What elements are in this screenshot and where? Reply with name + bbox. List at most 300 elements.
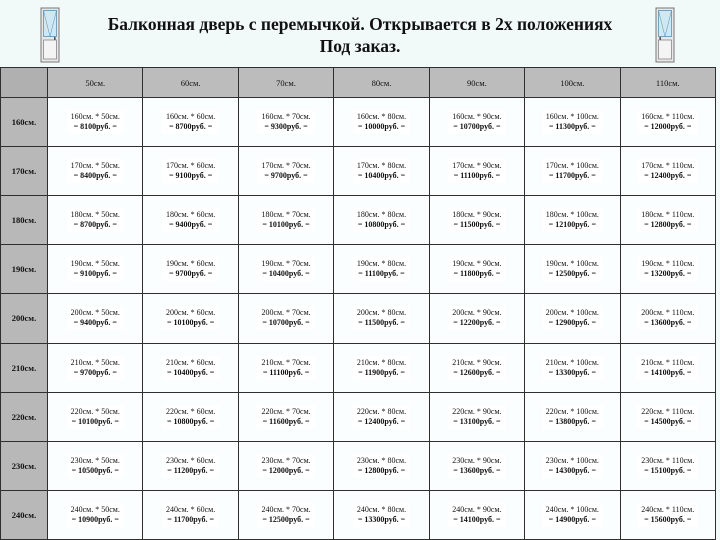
equals-sign: = bbox=[357, 171, 363, 181]
table-row bbox=[1, 196, 716, 245]
equals-sign: = bbox=[496, 367, 501, 377]
equals-sign: = bbox=[166, 318, 172, 328]
price-cell bbox=[620, 196, 715, 245]
price-value: 9100руб. bbox=[80, 269, 111, 279]
price-cell-content bbox=[637, 454, 698, 478]
price-cell bbox=[525, 294, 620, 343]
price-cell-content bbox=[448, 306, 505, 330]
price-cell bbox=[620, 98, 715, 147]
cell-price-line bbox=[357, 122, 406, 132]
price-cell-content bbox=[257, 306, 314, 330]
price-cell-content bbox=[637, 257, 698, 281]
equals-sign: = bbox=[167, 514, 172, 524]
cell-dimensions: 240см. * 90см. bbox=[452, 504, 502, 514]
cell-dimensions: 170см. * 100см. bbox=[545, 161, 599, 171]
price-cell-content bbox=[257, 159, 314, 183]
equals-sign: = bbox=[357, 122, 363, 132]
price-cell-content bbox=[162, 356, 219, 380]
page-header bbox=[0, 0, 720, 66]
equals-sign: = bbox=[262, 269, 267, 279]
price-cell-content bbox=[542, 405, 603, 429]
equals-sign: = bbox=[168, 269, 174, 279]
equals-sign: = bbox=[453, 220, 458, 230]
cell-price-line bbox=[641, 269, 694, 279]
equals-sign: = bbox=[591, 465, 596, 475]
cell-price-line bbox=[546, 171, 599, 181]
price-cell-content bbox=[67, 110, 124, 134]
cell-price-line bbox=[71, 122, 120, 132]
cell-dimensions: 220см. * 50см. bbox=[70, 406, 120, 416]
equals-sign: = bbox=[207, 269, 213, 279]
cell-dimensions: 190см. * 110см. bbox=[641, 259, 695, 269]
equals-sign: = bbox=[686, 465, 692, 475]
equals-sign: = bbox=[644, 171, 649, 181]
price-cell-content bbox=[448, 257, 505, 281]
row-header: 210см. bbox=[1, 343, 48, 392]
price-cell bbox=[334, 490, 429, 539]
cell-price-line bbox=[261, 515, 310, 525]
price-value: 11300руб. bbox=[555, 122, 590, 132]
price-cell bbox=[238, 490, 333, 539]
title-line-1: Балконная дверь с перемычкой. Открывается в 2х положениях bbox=[107, 14, 613, 34]
price-cell bbox=[143, 98, 238, 147]
price-cell bbox=[334, 392, 429, 441]
cell-dimensions: 190см. * 80см. bbox=[356, 259, 407, 269]
cell-dimensions: 230см. * 110см. bbox=[641, 455, 695, 465]
price-cell-content bbox=[542, 159, 603, 183]
cell-dimensions: 180см. * 50см. bbox=[70, 210, 120, 220]
price-cell bbox=[143, 441, 238, 490]
equals-sign: = bbox=[400, 514, 406, 524]
equals-sign: = bbox=[495, 269, 501, 279]
cell-dimensions: 200см. * 110см. bbox=[641, 308, 695, 318]
equals-sign: = bbox=[548, 220, 554, 230]
cell-price-line bbox=[166, 466, 215, 476]
equals-sign: = bbox=[400, 220, 406, 230]
price-cell-content bbox=[353, 110, 410, 134]
price-cell-content bbox=[353, 503, 410, 527]
price-value: 11100руб. bbox=[460, 171, 494, 181]
equals-sign: = bbox=[453, 269, 458, 279]
equals-sign: = bbox=[686, 367, 692, 377]
cell-price-line bbox=[641, 466, 694, 476]
equals-sign: = bbox=[73, 171, 79, 181]
cell-price-line bbox=[452, 417, 501, 427]
price-cell-content bbox=[67, 257, 124, 281]
price-cell-content bbox=[257, 208, 314, 232]
cell-price-line bbox=[641, 368, 694, 378]
price-cell-content bbox=[542, 306, 603, 330]
cell-dimensions: 180см. * 90см. bbox=[452, 210, 502, 220]
cell-price-line bbox=[546, 368, 599, 378]
price-cell bbox=[238, 147, 333, 196]
price-cell-content bbox=[67, 208, 124, 232]
equals-sign: = bbox=[112, 220, 117, 230]
column-header: 100см. bbox=[525, 68, 620, 98]
price-cell-content bbox=[67, 159, 124, 183]
cell-price-line bbox=[261, 122, 310, 132]
equals-sign: = bbox=[357, 416, 363, 426]
price-value: 10400руб. bbox=[268, 269, 304, 279]
price-cell-content bbox=[162, 159, 219, 183]
table-row bbox=[1, 245, 716, 294]
price-value: 9700руб. bbox=[175, 269, 206, 279]
price-cell bbox=[143, 245, 238, 294]
price-cell bbox=[525, 245, 620, 294]
price-cell bbox=[238, 294, 333, 343]
equals-sign: = bbox=[548, 318, 554, 328]
equals-sign: = bbox=[591, 367, 596, 377]
cell-dimensions: 200см. * 90см. bbox=[452, 308, 502, 318]
cell-price-line bbox=[357, 417, 406, 427]
title-line-2: Под заказ. bbox=[319, 36, 401, 56]
cell-dimensions: 170см. * 50см. bbox=[70, 161, 120, 171]
equals-sign: = bbox=[71, 416, 77, 426]
price-cell bbox=[238, 343, 333, 392]
equals-sign: = bbox=[400, 269, 405, 279]
price-cell bbox=[143, 490, 238, 539]
cell-price-line bbox=[452, 122, 501, 132]
price-value: 11500руб. bbox=[460, 220, 494, 230]
price-cell bbox=[143, 392, 238, 441]
table-row bbox=[1, 294, 716, 343]
row-header: 180см. bbox=[1, 196, 48, 245]
cell-dimensions: 210см. * 110см. bbox=[641, 357, 695, 367]
cell-price-line bbox=[641, 318, 694, 328]
equals-sign: = bbox=[262, 416, 268, 426]
price-cell bbox=[143, 196, 238, 245]
price-value: 14100руб. bbox=[650, 367, 685, 377]
price-cell bbox=[620, 294, 715, 343]
cell-price-line bbox=[546, 417, 599, 427]
price-cell bbox=[429, 490, 524, 539]
cell-dimensions: 210см. * 60см. bbox=[166, 357, 216, 367]
price-cell bbox=[143, 294, 238, 343]
equals-sign: = bbox=[591, 171, 596, 181]
cell-dimensions: 200см. * 100см. bbox=[545, 308, 599, 318]
cell-dimensions: 180см. * 70см. bbox=[261, 210, 311, 220]
cell-dimensions: 240см. * 80см. bbox=[356, 504, 407, 514]
price-value: 13300руб. bbox=[364, 514, 399, 524]
equals-sign: = bbox=[112, 122, 117, 132]
equals-sign: = bbox=[73, 220, 79, 230]
equals-sign: = bbox=[357, 514, 363, 524]
equals-sign: = bbox=[591, 416, 596, 426]
equals-sign: = bbox=[207, 220, 213, 230]
equals-sign: = bbox=[262, 514, 267, 524]
cell-dimensions: 230см. * 100см. bbox=[545, 455, 599, 465]
price-cell bbox=[525, 196, 620, 245]
cell-price-line bbox=[71, 417, 120, 427]
equals-sign: = bbox=[209, 465, 215, 475]
cell-dimensions: 230см. * 60см. bbox=[166, 455, 216, 465]
price-value: 11700руб. bbox=[555, 171, 590, 181]
equals-sign: = bbox=[303, 122, 308, 132]
price-value: 12500руб. bbox=[268, 514, 304, 524]
cell-dimensions: 160см. * 90см. bbox=[452, 112, 502, 122]
table-row bbox=[1, 490, 716, 539]
cell-price-line bbox=[641, 515, 694, 525]
price-cell-content bbox=[162, 405, 219, 429]
cell-dimensions: 190см. * 100см. bbox=[545, 259, 599, 269]
price-value: 12900руб. bbox=[555, 318, 590, 328]
cell-dimensions: 170см. * 90см. bbox=[452, 161, 502, 171]
equals-sign: = bbox=[305, 269, 310, 279]
equals-sign: = bbox=[112, 269, 117, 279]
price-value: 10700руб. bbox=[268, 318, 304, 328]
cell-dimensions: 210см. * 50см. bbox=[70, 357, 120, 367]
price-cell-content bbox=[162, 208, 219, 232]
cell-price-line bbox=[261, 171, 310, 181]
price-value: 9100руб. bbox=[175, 171, 206, 181]
price-cell-content bbox=[542, 208, 603, 232]
price-cell-content bbox=[637, 208, 698, 232]
price-cell-content bbox=[637, 405, 698, 429]
price-cell bbox=[143, 343, 238, 392]
price-cell bbox=[429, 343, 524, 392]
equals-sign: = bbox=[71, 465, 77, 475]
cell-dimensions: 160см. * 80см. bbox=[356, 112, 407, 122]
price-cell-content bbox=[448, 405, 505, 429]
equals-sign: = bbox=[305, 465, 310, 475]
column-header: 110см. bbox=[620, 68, 715, 98]
equals-sign: = bbox=[686, 171, 692, 181]
cell-price-line bbox=[71, 220, 120, 230]
price-cell bbox=[334, 98, 429, 147]
cell-dimensions: 200см. * 50см. bbox=[70, 308, 120, 318]
cell-dimensions: 220см. * 60см. bbox=[166, 406, 216, 416]
equals-sign: = bbox=[496, 514, 501, 524]
price-value: 12600руб. bbox=[459, 367, 495, 377]
price-cell bbox=[48, 490, 143, 539]
price-cell-content bbox=[448, 159, 505, 183]
price-value: 10400руб. bbox=[173, 367, 208, 377]
row-header: 190см. bbox=[1, 245, 48, 294]
price-cell bbox=[620, 245, 715, 294]
price-cell-content bbox=[257, 356, 314, 380]
cell-price-line bbox=[261, 269, 310, 279]
cell-dimensions: 200см. * 70см. bbox=[261, 308, 311, 318]
cell-price-line bbox=[452, 318, 501, 328]
cell-price-line bbox=[166, 515, 215, 525]
equals-sign: = bbox=[209, 318, 215, 328]
price-value: 12000руб. bbox=[268, 465, 304, 475]
price-cell bbox=[525, 441, 620, 490]
price-value: 14500руб. bbox=[650, 416, 685, 426]
equals-sign: = bbox=[686, 416, 692, 426]
equals-sign: = bbox=[209, 514, 215, 524]
price-value: 14100руб. bbox=[459, 514, 495, 524]
equals-sign: = bbox=[686, 269, 692, 279]
price-value: 11600руб. bbox=[269, 416, 303, 426]
cell-price-line bbox=[71, 368, 120, 378]
cell-dimensions: 220см. * 90см. bbox=[452, 406, 502, 416]
price-cell-content bbox=[637, 110, 698, 134]
price-cell-content bbox=[353, 405, 410, 429]
price-cell bbox=[238, 196, 333, 245]
price-cell bbox=[525, 98, 620, 147]
price-cell-content bbox=[448, 110, 505, 134]
price-value: 13600руб. bbox=[459, 465, 495, 475]
equals-sign: = bbox=[548, 171, 554, 181]
cell-dimensions: 170см. * 60см. bbox=[166, 161, 216, 171]
price-cell bbox=[48, 392, 143, 441]
equals-sign: = bbox=[114, 465, 119, 475]
price-cell bbox=[429, 294, 524, 343]
cell-dimensions: 240см. * 50см. bbox=[70, 504, 120, 514]
equals-sign: = bbox=[400, 416, 406, 426]
price-cell-content bbox=[448, 356, 505, 380]
cell-price-line bbox=[71, 466, 120, 476]
price-cell bbox=[334, 147, 429, 196]
cell-price-line bbox=[357, 269, 406, 279]
equals-sign: = bbox=[264, 122, 269, 132]
equals-sign: = bbox=[591, 122, 596, 132]
equals-sign: = bbox=[400, 122, 406, 132]
equals-sign: = bbox=[305, 514, 310, 524]
cell-price-line bbox=[546, 515, 599, 525]
cell-price-line bbox=[261, 417, 310, 427]
equals-sign: = bbox=[548, 269, 554, 279]
equals-sign: = bbox=[400, 367, 405, 377]
price-value: 13100руб. bbox=[459, 416, 495, 426]
equals-sign: = bbox=[548, 416, 554, 426]
equals-sign: = bbox=[303, 171, 308, 181]
cell-dimensions: 230см. * 50см. bbox=[70, 455, 120, 465]
cell-dimensions: 200см. * 60см. bbox=[166, 308, 216, 318]
price-cell-content bbox=[353, 208, 410, 232]
equals-sign: = bbox=[168, 122, 174, 132]
equals-sign: = bbox=[644, 367, 649, 377]
cell-price-line bbox=[546, 269, 599, 279]
equals-sign: = bbox=[453, 318, 458, 328]
table-header-row bbox=[1, 68, 716, 98]
equals-sign: = bbox=[548, 514, 554, 524]
cell-dimensions: 210см. * 80см. bbox=[356, 357, 407, 367]
cell-price-line bbox=[641, 417, 694, 427]
price-cell-content bbox=[67, 306, 124, 330]
price-cell-content bbox=[67, 503, 124, 527]
cell-dimensions: 200см. * 80см. bbox=[356, 308, 407, 318]
price-value: 11900руб. bbox=[364, 367, 399, 377]
price-cell bbox=[143, 147, 238, 196]
price-cell bbox=[429, 441, 524, 490]
price-cell-content bbox=[353, 257, 410, 281]
row-header: 230см. bbox=[1, 441, 48, 490]
cell-dimensions: 170см. * 70см. bbox=[261, 161, 311, 171]
equals-sign: = bbox=[400, 171, 406, 181]
cell-dimensions: 170см. * 110см. bbox=[641, 161, 695, 171]
equals-sign: = bbox=[112, 171, 117, 181]
cell-dimensions: 220см. * 100см. bbox=[545, 406, 599, 416]
price-value: 11800руб. bbox=[460, 269, 494, 279]
equals-sign: = bbox=[168, 220, 174, 230]
cell-dimensions: 210см. * 100см. bbox=[545, 357, 599, 367]
cell-dimensions: 230см. * 80см. bbox=[356, 455, 407, 465]
price-value: 10100руб. bbox=[78, 416, 113, 426]
price-cell bbox=[48, 343, 143, 392]
table-row bbox=[1, 98, 716, 147]
price-value: 15100руб. bbox=[650, 465, 685, 475]
equals-sign: = bbox=[496, 416, 501, 426]
column-header: 80см. bbox=[334, 68, 429, 98]
price-cell bbox=[334, 441, 429, 490]
cell-price-line bbox=[452, 269, 501, 279]
cell-dimensions: 180см. * 110см. bbox=[641, 210, 695, 220]
price-cell bbox=[429, 245, 524, 294]
price-cell-content bbox=[257, 405, 314, 429]
price-cell-content bbox=[542, 503, 603, 527]
column-header: 50см. bbox=[48, 68, 143, 98]
price-value: 9700руб. bbox=[80, 367, 111, 377]
row-header: 170см. bbox=[1, 147, 48, 196]
cell-price-line bbox=[641, 220, 694, 230]
table-corner-cell bbox=[1, 68, 48, 98]
price-value: 8700руб. bbox=[175, 122, 206, 132]
price-cell-content bbox=[637, 503, 698, 527]
page-title bbox=[0, 13, 720, 57]
equals-sign: = bbox=[644, 416, 649, 426]
price-cell-content bbox=[353, 306, 410, 330]
price-value: 13600руб. bbox=[650, 318, 685, 328]
cell-dimensions: 220см. * 70см. bbox=[261, 406, 311, 416]
price-cell-content bbox=[448, 454, 505, 478]
cell-price-line bbox=[166, 220, 215, 230]
price-value: 11200руб. bbox=[173, 465, 208, 475]
price-cell-content bbox=[542, 454, 603, 478]
cell-price-line bbox=[71, 515, 120, 525]
equals-sign: = bbox=[304, 416, 310, 426]
price-cell-content bbox=[637, 159, 698, 183]
price-value: 10100руб. bbox=[268, 220, 304, 230]
cell-dimensions: 190см. * 50см. bbox=[70, 259, 120, 269]
cell-price-line bbox=[546, 220, 599, 230]
price-cell bbox=[238, 245, 333, 294]
price-cell-content bbox=[542, 356, 603, 380]
cell-dimensions: 160см. * 50см. bbox=[70, 112, 120, 122]
cell-dimensions: 190см. * 70см. bbox=[261, 259, 311, 269]
equals-sign: = bbox=[262, 465, 267, 475]
cell-dimensions: 240см. * 100см. bbox=[545, 504, 599, 514]
price-cell bbox=[620, 343, 715, 392]
price-cell-content bbox=[353, 356, 410, 380]
price-cell-content bbox=[637, 306, 698, 330]
equals-sign: = bbox=[358, 367, 363, 377]
equals-sign: = bbox=[644, 465, 649, 475]
cell-dimensions: 220см. * 80см. bbox=[356, 406, 407, 416]
equals-sign: = bbox=[262, 220, 267, 230]
price-cell-content bbox=[67, 405, 124, 429]
equals-sign: = bbox=[112, 367, 117, 377]
cell-price-line bbox=[166, 417, 215, 427]
equals-sign: = bbox=[207, 122, 213, 132]
cell-price-line bbox=[546, 122, 599, 132]
equals-sign: = bbox=[112, 318, 117, 328]
price-value: 8400руб. bbox=[80, 171, 111, 181]
equals-sign: = bbox=[591, 514, 596, 524]
price-cell bbox=[429, 147, 524, 196]
row-header: 160см. bbox=[1, 98, 48, 147]
equals-sign: = bbox=[591, 220, 596, 230]
cell-price-line bbox=[71, 318, 120, 328]
cell-price-line bbox=[641, 122, 694, 132]
price-cell bbox=[525, 147, 620, 196]
cell-dimensions: 190см. * 90см. bbox=[452, 259, 502, 269]
cell-dimensions: 160см. * 100см. bbox=[545, 112, 599, 122]
price-value: 13300руб. bbox=[555, 367, 590, 377]
equals-sign: = bbox=[357, 220, 363, 230]
column-header: 90см. bbox=[429, 68, 524, 98]
